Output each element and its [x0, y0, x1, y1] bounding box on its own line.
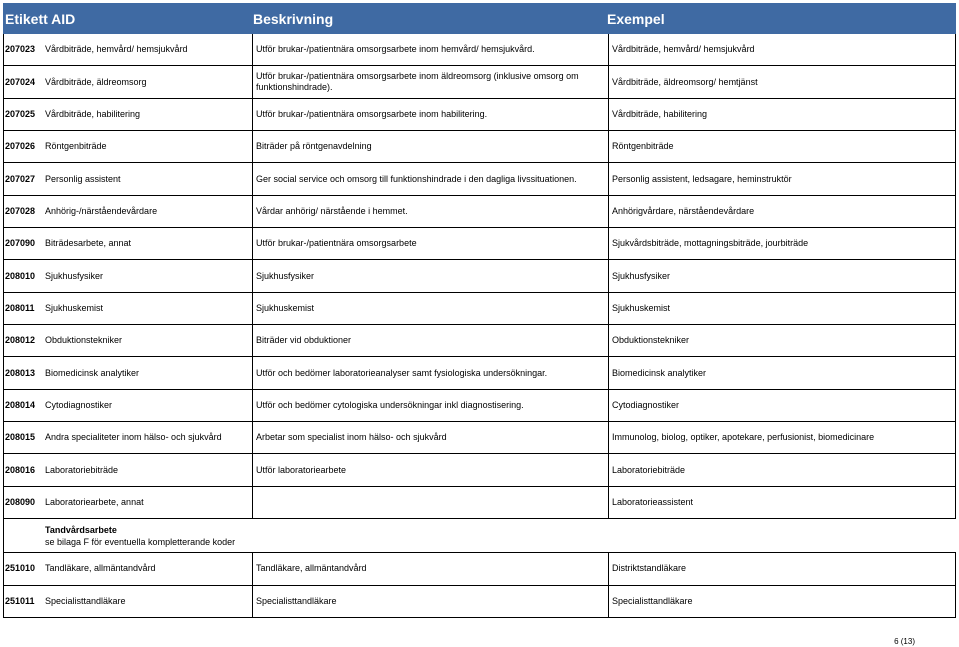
- row-description: Utför brukar-/patientnära omsorgsarbete inom hemvård/ hemsjukvård.: [252, 34, 608, 65]
- row-description: Tandläkare, allmäntandvård: [252, 553, 608, 584]
- row-description: Utför och bedömer cytologiska undersökningar inkl diagnostisering.: [252, 390, 608, 421]
- row-label: Obduktionstekniker: [45, 335, 123, 346]
- row-description: Ger social service och omsorg till funktionshindrade i den dagliga livssituationen.: [252, 163, 608, 194]
- row-code: 207028: [5, 205, 36, 216]
- table-row: [3, 196, 956, 228]
- row-example: Anhörigvårdare, närståendevårdare: [608, 196, 956, 227]
- table-row: [3, 34, 956, 66]
- section-heading: [3, 519, 956, 553]
- row-example: Laboratorieassistent: [608, 487, 956, 518]
- row-code: 208010: [5, 270, 36, 281]
- row-label: Anhörig-/närståendevårdare: [45, 205, 158, 216]
- table-row: [3, 487, 956, 519]
- row-example: Cytodiagnostiker: [608, 390, 956, 421]
- row-label: Vårdbiträde, hemvård/ hemsjukvård: [45, 44, 188, 55]
- row-example: Sjukvårdsbiträde, mottagningsbiträde, jourbiträde: [608, 228, 956, 259]
- row-code: 208015: [5, 432, 36, 443]
- table-header: [3, 3, 956, 34]
- row-label: Röntgenbiträde: [45, 141, 107, 152]
- row-example: Röntgenbiträde: [608, 131, 956, 162]
- row-label: Vårdbiträde, habilitering: [45, 108, 141, 119]
- row-example: Vårdbiträde, äldreomsorg/ hemtjänst: [608, 66, 956, 97]
- row-label: Sjukhusfysiker: [45, 270, 104, 281]
- table-body: [3, 34, 956, 519]
- table-row: [3, 66, 956, 98]
- section-title: Tandvårdsarbete: [45, 524, 117, 535]
- row-example: Specialisttandläkare: [608, 586, 956, 617]
- table-row: [3, 131, 956, 163]
- page-number: 6 (13): [894, 637, 915, 646]
- row-example: Biomedicinsk analytiker: [608, 357, 956, 388]
- table-row: [3, 293, 956, 325]
- section-note: se bilaga F för eventuella kompletterande koder: [45, 536, 236, 547]
- row-description: Biträder vid obduktioner: [252, 325, 608, 356]
- row-description: Utför laboratoriearbete: [252, 454, 608, 485]
- row-example: Vårdbiträde, hemvård/ hemsjukvård: [608, 34, 956, 65]
- table-row: [3, 260, 956, 292]
- row-description: Biträder på röntgenavdelning: [252, 131, 608, 162]
- row-example: Sjukhuskemist: [608, 293, 956, 324]
- row-code: 208013: [5, 367, 36, 378]
- table-row: [3, 99, 956, 131]
- header-description: Beskrivning: [253, 10, 334, 27]
- row-code: 251011: [5, 595, 35, 606]
- row-label: Sjukhuskemist: [45, 302, 104, 313]
- header-code-label: Etikett AID: [5, 10, 76, 27]
- table-row: [3, 357, 956, 389]
- row-label: Biomedicinsk analytiker: [45, 367, 140, 378]
- row-code: 208016: [5, 464, 36, 475]
- row-description: Specialisttandläkare: [252, 586, 608, 617]
- row-example: Distriktstandläkare: [608, 553, 956, 584]
- table-row: [3, 325, 956, 357]
- row-example: Sjukhusfysiker: [608, 260, 956, 291]
- table-body-2: [3, 553, 956, 618]
- row-label: Andra specialiteter inom hälso- och sjukvård: [45, 432, 222, 443]
- table-row: [3, 163, 956, 195]
- table-row: [3, 454, 956, 486]
- table-row: [3, 390, 956, 422]
- table-row: [3, 228, 956, 260]
- row-description: [252, 487, 608, 518]
- row-label: Cytodiagnostiker: [45, 399, 113, 410]
- row-description: Vårdar anhörig/ närstående i hemmet.: [252, 196, 608, 227]
- row-example: Immunolog, biolog, optiker, apotekare, perfusionist, biomedicinare: [608, 422, 956, 453]
- row-code: 208011: [5, 302, 35, 313]
- row-code: 207026: [5, 141, 36, 152]
- document-page: [3, 3, 956, 618]
- row-example: Laboratoriebiträde: [608, 454, 956, 485]
- table-row: [3, 586, 956, 618]
- table-row: [3, 553, 956, 585]
- row-example: Personlig assistent, ledsagare, heminstruktör: [608, 163, 956, 194]
- row-description: Sjukhusfysiker: [252, 260, 608, 291]
- row-description: Utför brukar-/patientnära omsorgsarbete inom habilitering.: [252, 99, 608, 130]
- row-description: Arbetar som specialist inom hälso- och sjukvård: [252, 422, 608, 453]
- row-label: Laboratoriearbete, annat: [45, 496, 144, 507]
- row-code: 208012: [5, 335, 36, 346]
- row-description: Utför brukar-/patientnära omsorgsarbete inom äldreomsorg (inklusive omsorg om funktionshindrade).: [252, 66, 608, 97]
- row-code: 208014: [5, 399, 36, 410]
- header-example: Exempel: [607, 10, 665, 27]
- row-code: 207023: [5, 44, 36, 55]
- row-code: 251010: [5, 563, 36, 574]
- row-code: 207027: [5, 173, 36, 184]
- row-description: Utför brukar-/patientnära omsorgsarbete: [252, 228, 608, 259]
- row-description: Utför och bedömer laboratorieanalyser samt fysiologiska undersökningar.: [252, 357, 608, 388]
- row-label: Tandläkare, allmäntandvård: [45, 563, 156, 574]
- row-label: Specialisttandläkare: [45, 595, 126, 606]
- row-example: Obduktionstekniker: [608, 325, 956, 356]
- row-code: 207024: [5, 76, 36, 87]
- row-code: 208090: [5, 496, 36, 507]
- row-description: Sjukhuskemist: [252, 293, 608, 324]
- row-label: Biträdesarbete, annat: [45, 238, 132, 249]
- row-example: Vårdbiträde, habilitering: [608, 99, 956, 130]
- row-code: 207090: [5, 238, 36, 249]
- row-label: Laboratoriebiträde: [45, 464, 119, 475]
- row-label: Personlig assistent: [45, 173, 121, 184]
- table-row: [3, 422, 956, 454]
- row-label: Vårdbiträde, äldreomsorg: [45, 76, 147, 87]
- row-code: 207025: [5, 108, 36, 119]
